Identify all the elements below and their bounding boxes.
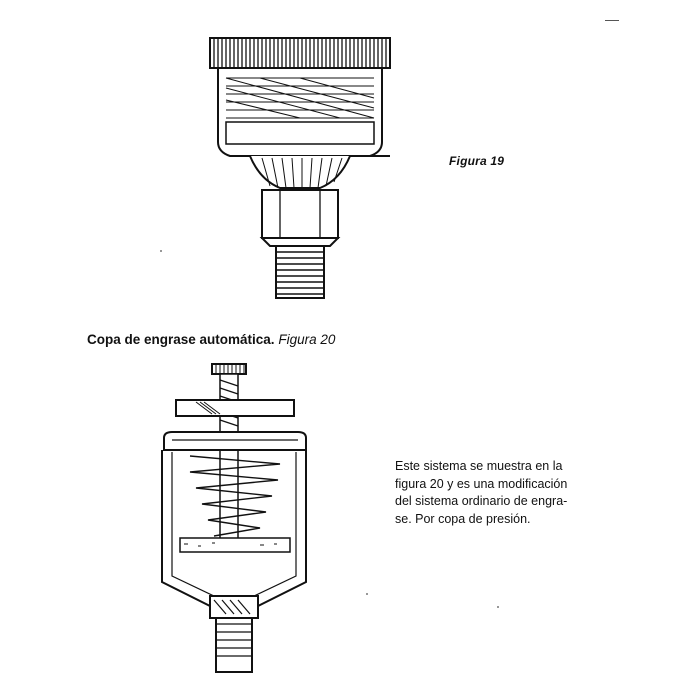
description-line: se. Por copa de presión. xyxy=(395,511,531,526)
page-mark xyxy=(605,20,619,21)
scan-speck xyxy=(366,593,368,595)
grease-cup-figure-19 xyxy=(200,30,400,302)
scan-speck xyxy=(160,250,162,252)
description-line: Este sistema se muestra en la xyxy=(395,459,563,473)
figure-20-heading-title: Copa de engrase automática. xyxy=(87,332,275,347)
description-line: del sistema ordinario de engra- xyxy=(395,494,568,508)
figure-19-caption: Figura 19 xyxy=(449,154,505,168)
automatic-grease-cup-figure-20 xyxy=(150,360,320,678)
description-line: figura 20 y es una modificación xyxy=(395,476,568,491)
figure-20-heading xyxy=(87,332,335,347)
description-paragraph xyxy=(395,458,613,528)
scan-speck xyxy=(497,606,499,608)
figure-20-reference: Figura 20 xyxy=(278,332,336,347)
